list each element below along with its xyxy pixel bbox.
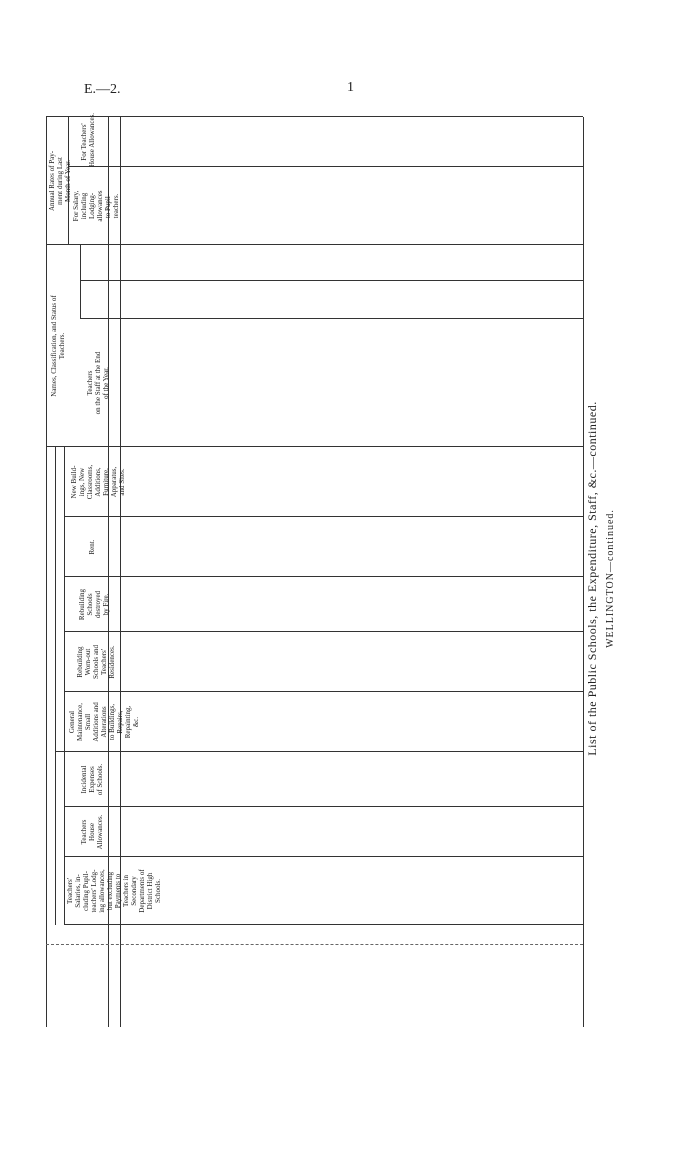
- col6-header-line: General: [68, 710, 76, 734]
- column-rule: [46, 446, 583, 447]
- col10-header-line: Furniture,: [102, 468, 110, 496]
- col10-header-line: Additions,: [94, 467, 102, 497]
- expenditure-group-rule: [55, 447, 56, 925]
- col15-header-line: For Teachers': [80, 123, 88, 161]
- column-rule: [64, 806, 583, 807]
- col11-header-line: of the Year.: [102, 367, 110, 399]
- col7-header-line: Worn-out: [84, 648, 92, 676]
- col14-header-line: to Pupil-: [104, 193, 112, 219]
- column-rule: [64, 631, 583, 632]
- col8-header-line: destroyed: [94, 590, 102, 619]
- col3-header-line: teachers' Lodg-: [90, 869, 98, 913]
- col5-header-line: Incidental: [80, 765, 88, 794]
- table-right-rule: [46, 116, 583, 117]
- col3-header-line: Secondary: [130, 876, 138, 906]
- col10-header-line: and Sites.: [118, 468, 126, 496]
- column-rule: [80, 280, 583, 281]
- col4-header-line: House: [88, 823, 96, 841]
- col3-header-line: Teachers in: [122, 875, 130, 907]
- maint-build-divider: [55, 751, 64, 752]
- col6-header-line: Additions and: [92, 702, 100, 742]
- col6-header-line: to Buildings,: [108, 703, 116, 741]
- col14-header-line: teachers.: [112, 193, 120, 219]
- col3-header-line: ing allowances,: [98, 869, 106, 913]
- col6-header-line: Small: [84, 713, 92, 731]
- col10-header-line: New Build-: [70, 465, 78, 499]
- col10-header-line: Apparatus,: [110, 466, 118, 498]
- col14-header-line: including: [80, 192, 88, 220]
- column-rule: [46, 944, 583, 945]
- col7-header-line: Residences.: [108, 645, 116, 679]
- col14-header-line: allowances: [96, 190, 104, 222]
- annual-header-line: Month of Year.: [64, 160, 72, 203]
- table-top-rule: [46, 117, 47, 1027]
- names-group-header-line: Teachers.: [58, 332, 66, 360]
- col3-header-line: Departments of: [138, 869, 146, 913]
- page-code: E.—2.: [84, 82, 121, 97]
- column-rule: [64, 516, 583, 517]
- maintenance-group-rule: [64, 752, 65, 925]
- names-group-rule: [80, 245, 81, 319]
- column-rule: [64, 691, 583, 692]
- col6-header-line: Maintenance,: [76, 703, 84, 741]
- col7-header-line: Teachers': [100, 648, 108, 676]
- col10-header-line: Classrooms,: [86, 464, 94, 500]
- annual-header-line: Annual Rates of Pay-: [48, 150, 56, 212]
- column-rule: [64, 576, 583, 577]
- col5-header-line: Expenses: [88, 766, 96, 793]
- col9-header-line: Rent.: [88, 539, 96, 555]
- col11-header-line: Teachers: [86, 370, 94, 396]
- col6-header-line: Alterations: [100, 706, 108, 738]
- col3-header-line: District High: [146, 872, 154, 910]
- col7-header-line: Schools and: [92, 644, 100, 680]
- page-title: List of the Public Schools, the Expenditure, Staff, &c.—continued.: [585, 401, 599, 756]
- col8-header-line: Schools: [86, 593, 94, 616]
- column-rule: [46, 244, 583, 245]
- col8-header-line: by Fire.: [102, 593, 110, 616]
- column-rule: [80, 318, 583, 319]
- col3-header-line: Teachers': [66, 877, 74, 905]
- col7-header-line: Rebuilding: [76, 646, 84, 678]
- col6-header-line: Repairs,: [116, 710, 124, 734]
- col14-header-line: For Salary,: [72, 190, 80, 222]
- col3-header-line: cluding Pupil-: [82, 871, 90, 911]
- annual-header-line: ment during Last: [56, 157, 64, 205]
- col15-header-line: House Allowances.: [88, 112, 96, 167]
- page-number: 1: [347, 80, 354, 95]
- col5-header-line: of Schools.: [96, 763, 104, 796]
- column-rule: [68, 166, 583, 167]
- col3-header-line: but excluding: [106, 871, 114, 911]
- col3-header-line: Salaries, in-: [74, 874, 82, 908]
- col6-header-line: &c.: [132, 716, 140, 728]
- col14-header-line: Lodging-: [88, 192, 96, 220]
- col11-header-line: on the Staff at the End: [94, 351, 102, 415]
- col8-header-line: Rebuilding: [78, 588, 86, 621]
- col10-header-line: ings, New: [78, 467, 86, 497]
- column-rule: [64, 751, 583, 752]
- col4-header-line: Allowances.: [96, 814, 104, 850]
- page-subtitle: WELLINGTON—continued.: [605, 509, 616, 648]
- buildings-group-rule: [64, 447, 65, 752]
- col4-header-line: Teachers: [80, 819, 88, 845]
- names-group-header-line: Names, Classification, and Status of: [50, 295, 58, 397]
- col6-header-line: Repainting,: [124, 705, 132, 739]
- col3-header-line: Schools.: [154, 879, 162, 903]
- table-bottom-rule: [583, 117, 584, 1027]
- col3-header-line: Payments to: [114, 873, 122, 909]
